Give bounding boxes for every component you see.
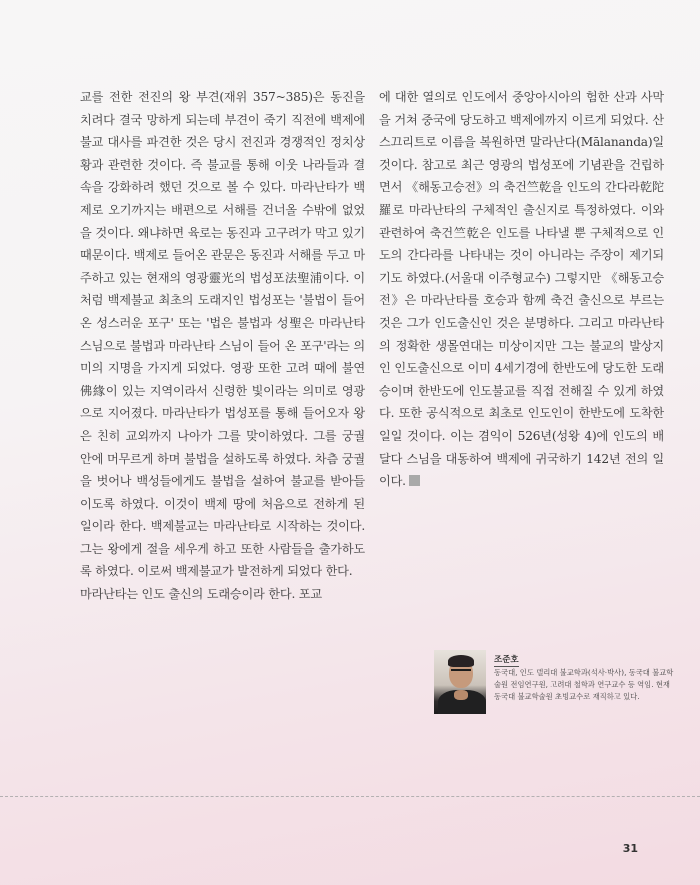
- article-paragraph-end: [379, 86, 664, 493]
- article-paragraph: 마라난타는 인도 출신의 도래승이라 한다. 포교: [80, 587, 322, 602]
- author-photo: [434, 650, 486, 714]
- end-mark-icon: [409, 475, 420, 486]
- page-number: 31: [622, 842, 638, 855]
- footer-divider: [0, 796, 700, 797]
- author-bio: 동국대, 인도 델리대 불교학과(석사·박사), 동국대 불교학술원 전임연구원, 고려대 철학과 연구교수 등 역임. 현재 동국대 불교학술원 초빙교수로 재직하고 있다.: [494, 668, 674, 701]
- article-paragraph: 교를 전한 전진의 왕 부견(재위 357~385)은 동진을 치려다 결국 망하게 되는데 부견이 죽기 직전에 백제에 불교 대사를 파견한 것은 당시 전진과 경쟁적인 정치상황과 관련한 것이다. 즉 불교를 통해 이웃 나라들과 결속을 강화하려 했던 것으로 볼 수 있다. 마라난타가 백제로 오기까지는 배편으로 서해를 건너올 수밖에 없었을 것이다. 왜냐하면 육로는 동진과 고구려가 막고 있기 때문이다. 백제로 들어온 관문은 동진과 서해를 두고 마주하고 있는 현재의 영광靈光의 법성포法聖浦이다. 이처럼 백제불교 최초의 도래지인 법성포는 '불법이 들어온 성스러운 포구' 또는 '법은 불법과 성聖은 마라난타 스님으로 불법과 마라난타 스님이 들어 온 포구'라는 의미의 지명을 가지게 되었다. 영광 또한 고려 때에 불연佛緣이 있는 지역이라서 신령한 빛이라는 의미로 영광으로 지어졌다. 마라난타가 법성포를 통해 들어오자 왕은 친히 교외까지 나아가 그를 맞이하였다. 그를 궁궐 안에 머무르게 하며 불법을 설하도록 하였다. 차츰 궁궐을 벗어나 백성들에게도 불법을 설하여 불교를 받아들이도록 하였다. 이것이 백제 땅에 처음으로 전하게 된 일이라 한다. 백제불교는 마라난타로 시작하는 것이다. 그는 왕에게 절을 세우게 하고 또한 사람들을 출가하도록 하였다. 이로써 백제불교가 발전하게 되었다 한다.: [80, 90, 365, 579]
- article-column-right: [379, 86, 664, 493]
- article-column-left: [80, 86, 365, 606]
- author-box: [434, 650, 674, 716]
- article-paragraph: 에 대한 열의로 인도에서 중앙아시아의 험한 산과 사막을 거쳐 중국에 당도하고 백제에까지 이르게 되었다. 산스끄리트로 이름을 복원하면 말라난다(Mālananda)일 것이다. 참고로 최근 영광의 법성포에 기념관을 건립하면서 《해동고승전》의 축건竺乾을 인도의 간다라乾陀羅로 마라난타의 구체적인 출신지로 특정하였다. 이와 관련하여 축건竺乾은 인도를 나타낼 뿐 구체적으로 인도의 간다라를 나타내는 것이 아니라는 주장이 제기되기도 하였다.(서울대 이주형교수) 그렇지만 《해동고승전》은 마라난타를 호승과 함께 축건 출신으로 부르는 것은 그가 인도출신인 것은 분명하다. 그리고 마라난타의 정확한 생몰연대는 미상이지만 그는 불교의 발상지인 인도출신으로 이미 4세기경에 한반도에 당도한 도래승이며 한반도에 인도불교를 직접 전해질 수 있게 하였다. 또한 공식적으로 최초로 인도인이 한반도에 도착한 일일 것이다. 이는 겸익이 526년(성왕 4)에 인도의 배달다 스님을 대동하여 백제에 귀국하기 142년 전의 일이다.: [379, 90, 664, 489]
- author-name: 조준호: [494, 655, 519, 665]
